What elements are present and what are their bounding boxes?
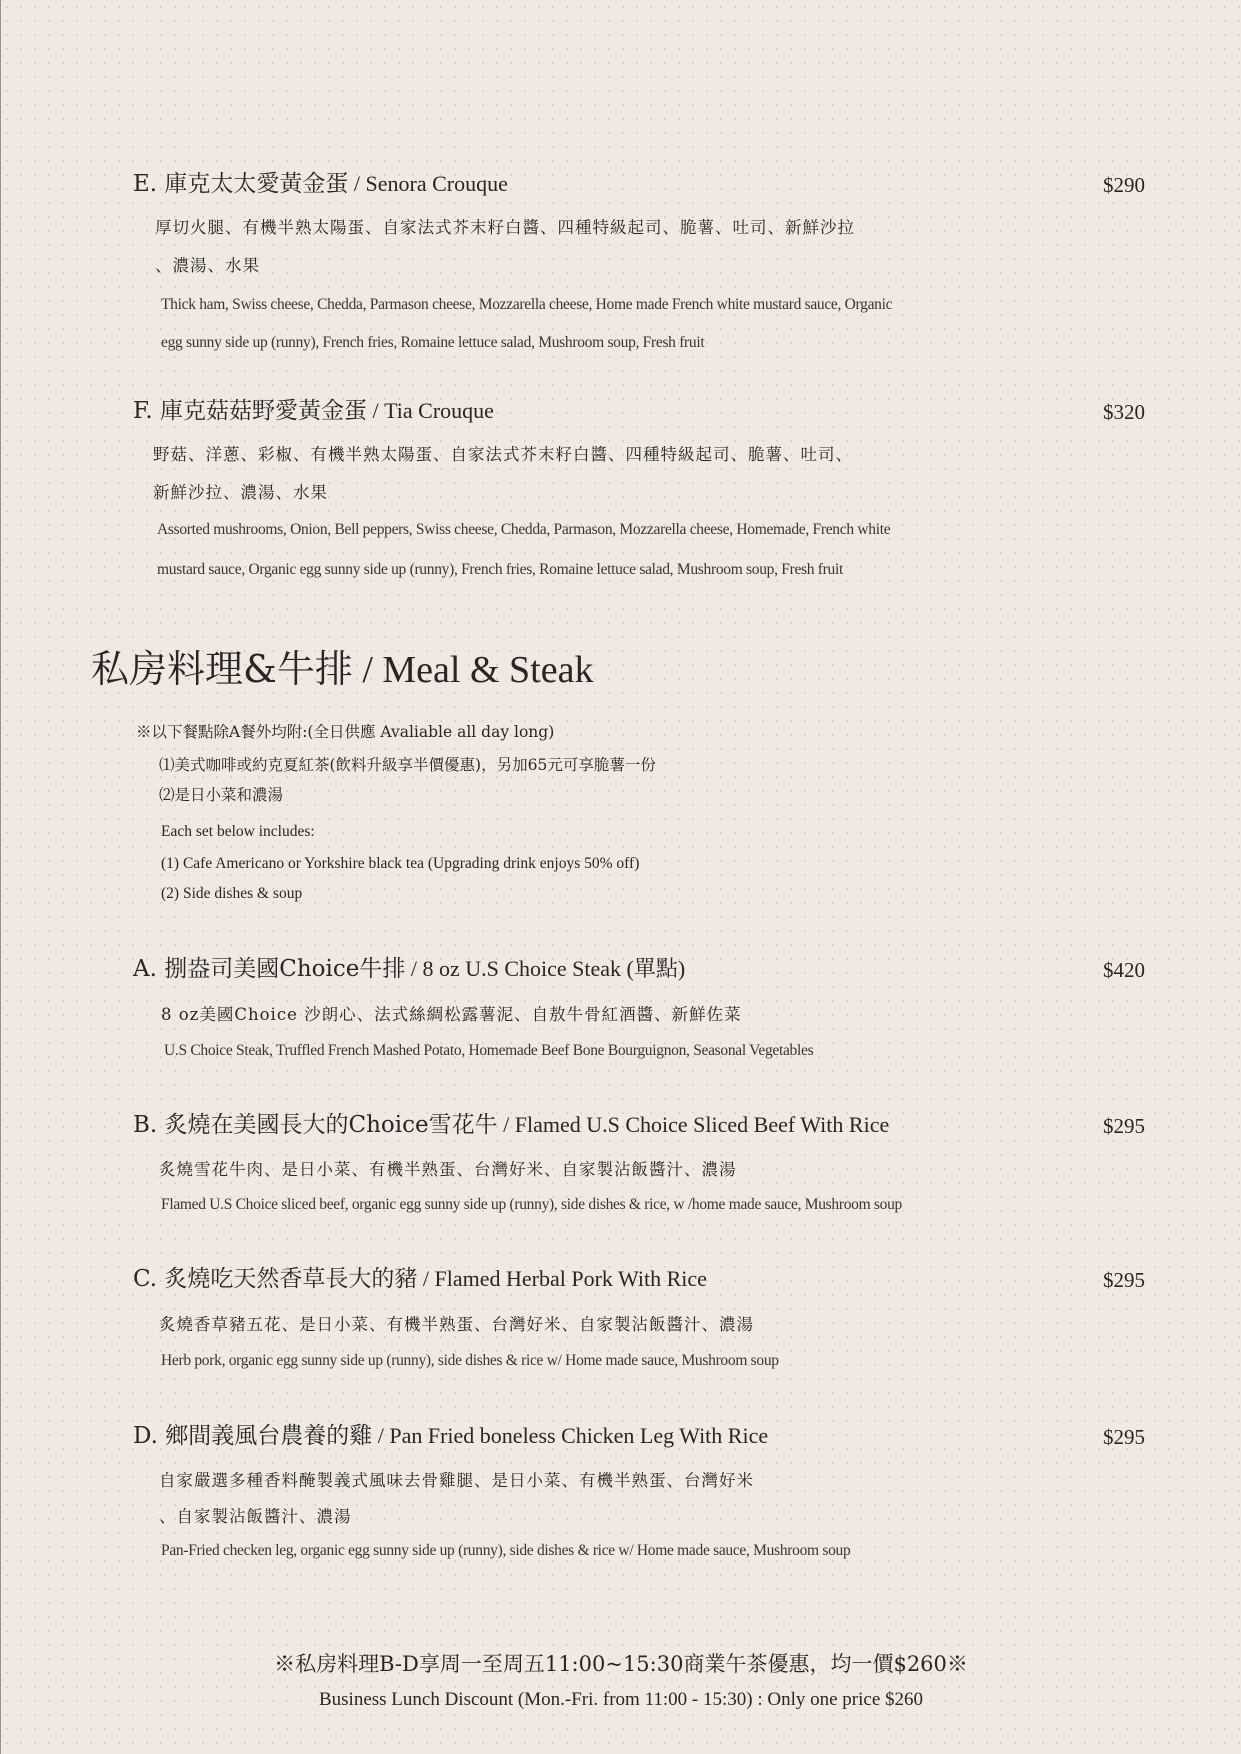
item-desc-zh: 、濃湯、水果 bbox=[155, 256, 260, 275]
title-zh: D. 鄉間義風台農養的雞 bbox=[133, 1423, 373, 1449]
item-desc-zh: 炙燒雪花牛肉、是日小菜、有機半熟蛋、台灣好米、自家製沾飯醬汁、濃湯 bbox=[159, 1160, 737, 1179]
item-desc-zh: 厚切火腿、有機半熟太陽蛋、自家法式芥末籽白醬、四種特級起司、脆薯、吐司、新鮮沙拉 bbox=[155, 218, 855, 237]
item-title-d bbox=[133, 1425, 768, 1448]
item-title-f bbox=[133, 400, 494, 423]
note-line-en: (1) Cafe Americano or Yorkshire black tea (Upgrading drink enjoys 50% off) bbox=[161, 855, 640, 872]
title-en: / Flamed Herbal Pork With Rice bbox=[417, 1266, 707, 1291]
item-desc-en: Thick ham, Swiss cheese, Chedda, Parmason cheese, Mozzarella cheese, Home made French white mustard sauce, Organic bbox=[161, 296, 893, 313]
item-desc-zh: 、自家製沾飯醬汁、濃湯 bbox=[159, 1507, 352, 1526]
item-desc-en: mustard sauce, Organic egg sunny side up (runny), French fries, Romaine lettuce salad, Mushroom soup, Fresh fruit bbox=[157, 561, 843, 578]
title-zh: A. 捌盎司美國Choice牛排 bbox=[133, 956, 406, 982]
item-desc-en: U.S Choice Steak, Truffled French Mashed Potato, Homemade Beef Bone Bourguignon, Seasonal Vegetables bbox=[164, 1042, 814, 1059]
note-line: ※以下餐點除A餐外均附:(全日供應 Avaliable all day long) bbox=[136, 723, 555, 741]
note-line: ⑵是日小菜和濃湯 bbox=[159, 786, 284, 804]
title-en: / Tia Crouque bbox=[367, 398, 494, 423]
item-title-c bbox=[133, 1268, 707, 1291]
item-price-c: $295 bbox=[1103, 1268, 1145, 1292]
item-desc-zh: 新鮮沙拉、濃湯、水果 bbox=[153, 483, 328, 502]
item-price-f: $320 bbox=[1103, 400, 1145, 424]
footer-discount-zh: ※私房料理B-D享周一至周五11:00~15:30商業午茶優惠，均一價$260※ bbox=[274, 1652, 968, 1676]
title-zh: C. 炙燒吃天然香草長大的豬 bbox=[133, 1266, 418, 1292]
item-price-b: $295 bbox=[1103, 1114, 1145, 1138]
item-desc-zh: 8 oz美國Choice 沙朗心、法式絲綢松露薯泥、自敖牛骨紅酒醬、新鮮佐菜 bbox=[161, 1005, 742, 1024]
note-line-en: Each set below includes: bbox=[161, 823, 315, 840]
item-desc-en: Herb pork, organic egg sunny side up (runny), side dishes & rice w/ Home made sauce, Mushroom soup bbox=[161, 1352, 779, 1369]
title-zh: F. 庫克菇菇野愛黃金蛋 bbox=[133, 398, 367, 424]
item-desc-zh: 炙燒香草豬五花、是日小菜、有機半熟蛋、台灣好米、自家製沾飯醬汁、濃湯 bbox=[159, 1315, 754, 1334]
item-price-a: $420 bbox=[1103, 958, 1145, 982]
item-desc-zh: 自家嚴選多種香料醃製義式風味去骨雞腿、是日小菜、有機半熟蛋、台灣好米 bbox=[159, 1471, 754, 1490]
item-desc-en: Flamed U.S Choice sliced beef, organic egg sunny side up (runny), side dishes & rice, w /home made sauce, Mushroom soup bbox=[161, 1196, 903, 1213]
item-title-a bbox=[133, 958, 685, 981]
item-desc-en: egg sunny side up (runny), French fries, Romaine lettuce salad, Mushroom soup, Fresh fruit bbox=[161, 334, 705, 351]
title-zh: E. 庫克太太愛黃金蛋 bbox=[133, 171, 349, 197]
note-line-en: (2) Side dishes & soup bbox=[161, 885, 303, 902]
item-price-e: $290 bbox=[1103, 173, 1145, 197]
note-line: ⑴美式咖啡或約克夏紅茶(飲料升級享半價優惠)，另加65元可享脆薯一份 bbox=[159, 756, 656, 774]
item-desc-en: Pan-Fried checken leg, organic egg sunny side up (runny), side dishes & rice w/ Home made sauce, Mushroom soup bbox=[161, 1542, 851, 1559]
section-heading bbox=[91, 647, 594, 691]
item-desc-zh: 野菇、洋蔥、彩椒、有機半熟太陽蛋、自家法式芥末籽白醬、四種特級起司、脆薯、吐司、 bbox=[153, 445, 853, 464]
title-en: / Pan Fried boneless Chicken Leg With Rice bbox=[372, 1423, 769, 1448]
footer-discount-en: Business Lunch Discount (Mon.-Fri. from 11:00 - 15:30) : Only one price $260 bbox=[318, 1689, 924, 1710]
heading-en: / Meal & Steak bbox=[352, 649, 594, 691]
item-price-d: $295 bbox=[1103, 1425, 1145, 1449]
item-title-e bbox=[133, 173, 508, 196]
title-en: / Senora Crouque bbox=[348, 171, 508, 196]
title-en: / 8 oz U.S Choice Steak (單點) bbox=[405, 956, 686, 981]
item-title-b bbox=[133, 1114, 889, 1137]
title-zh: B. 炙燒在美國長大的Choice雪花牛 bbox=[133, 1112, 498, 1138]
heading-zh: 私房料理&牛排 bbox=[91, 647, 353, 691]
title-en: / Flamed U.S Choice Sliced Beef With Rice bbox=[497, 1112, 890, 1137]
item-desc-en: Assorted mushrooms, Onion, Bell peppers, Swiss cheese, Chedda, Parmason, Mozzarella cheese, Homemade, French white bbox=[157, 521, 891, 538]
